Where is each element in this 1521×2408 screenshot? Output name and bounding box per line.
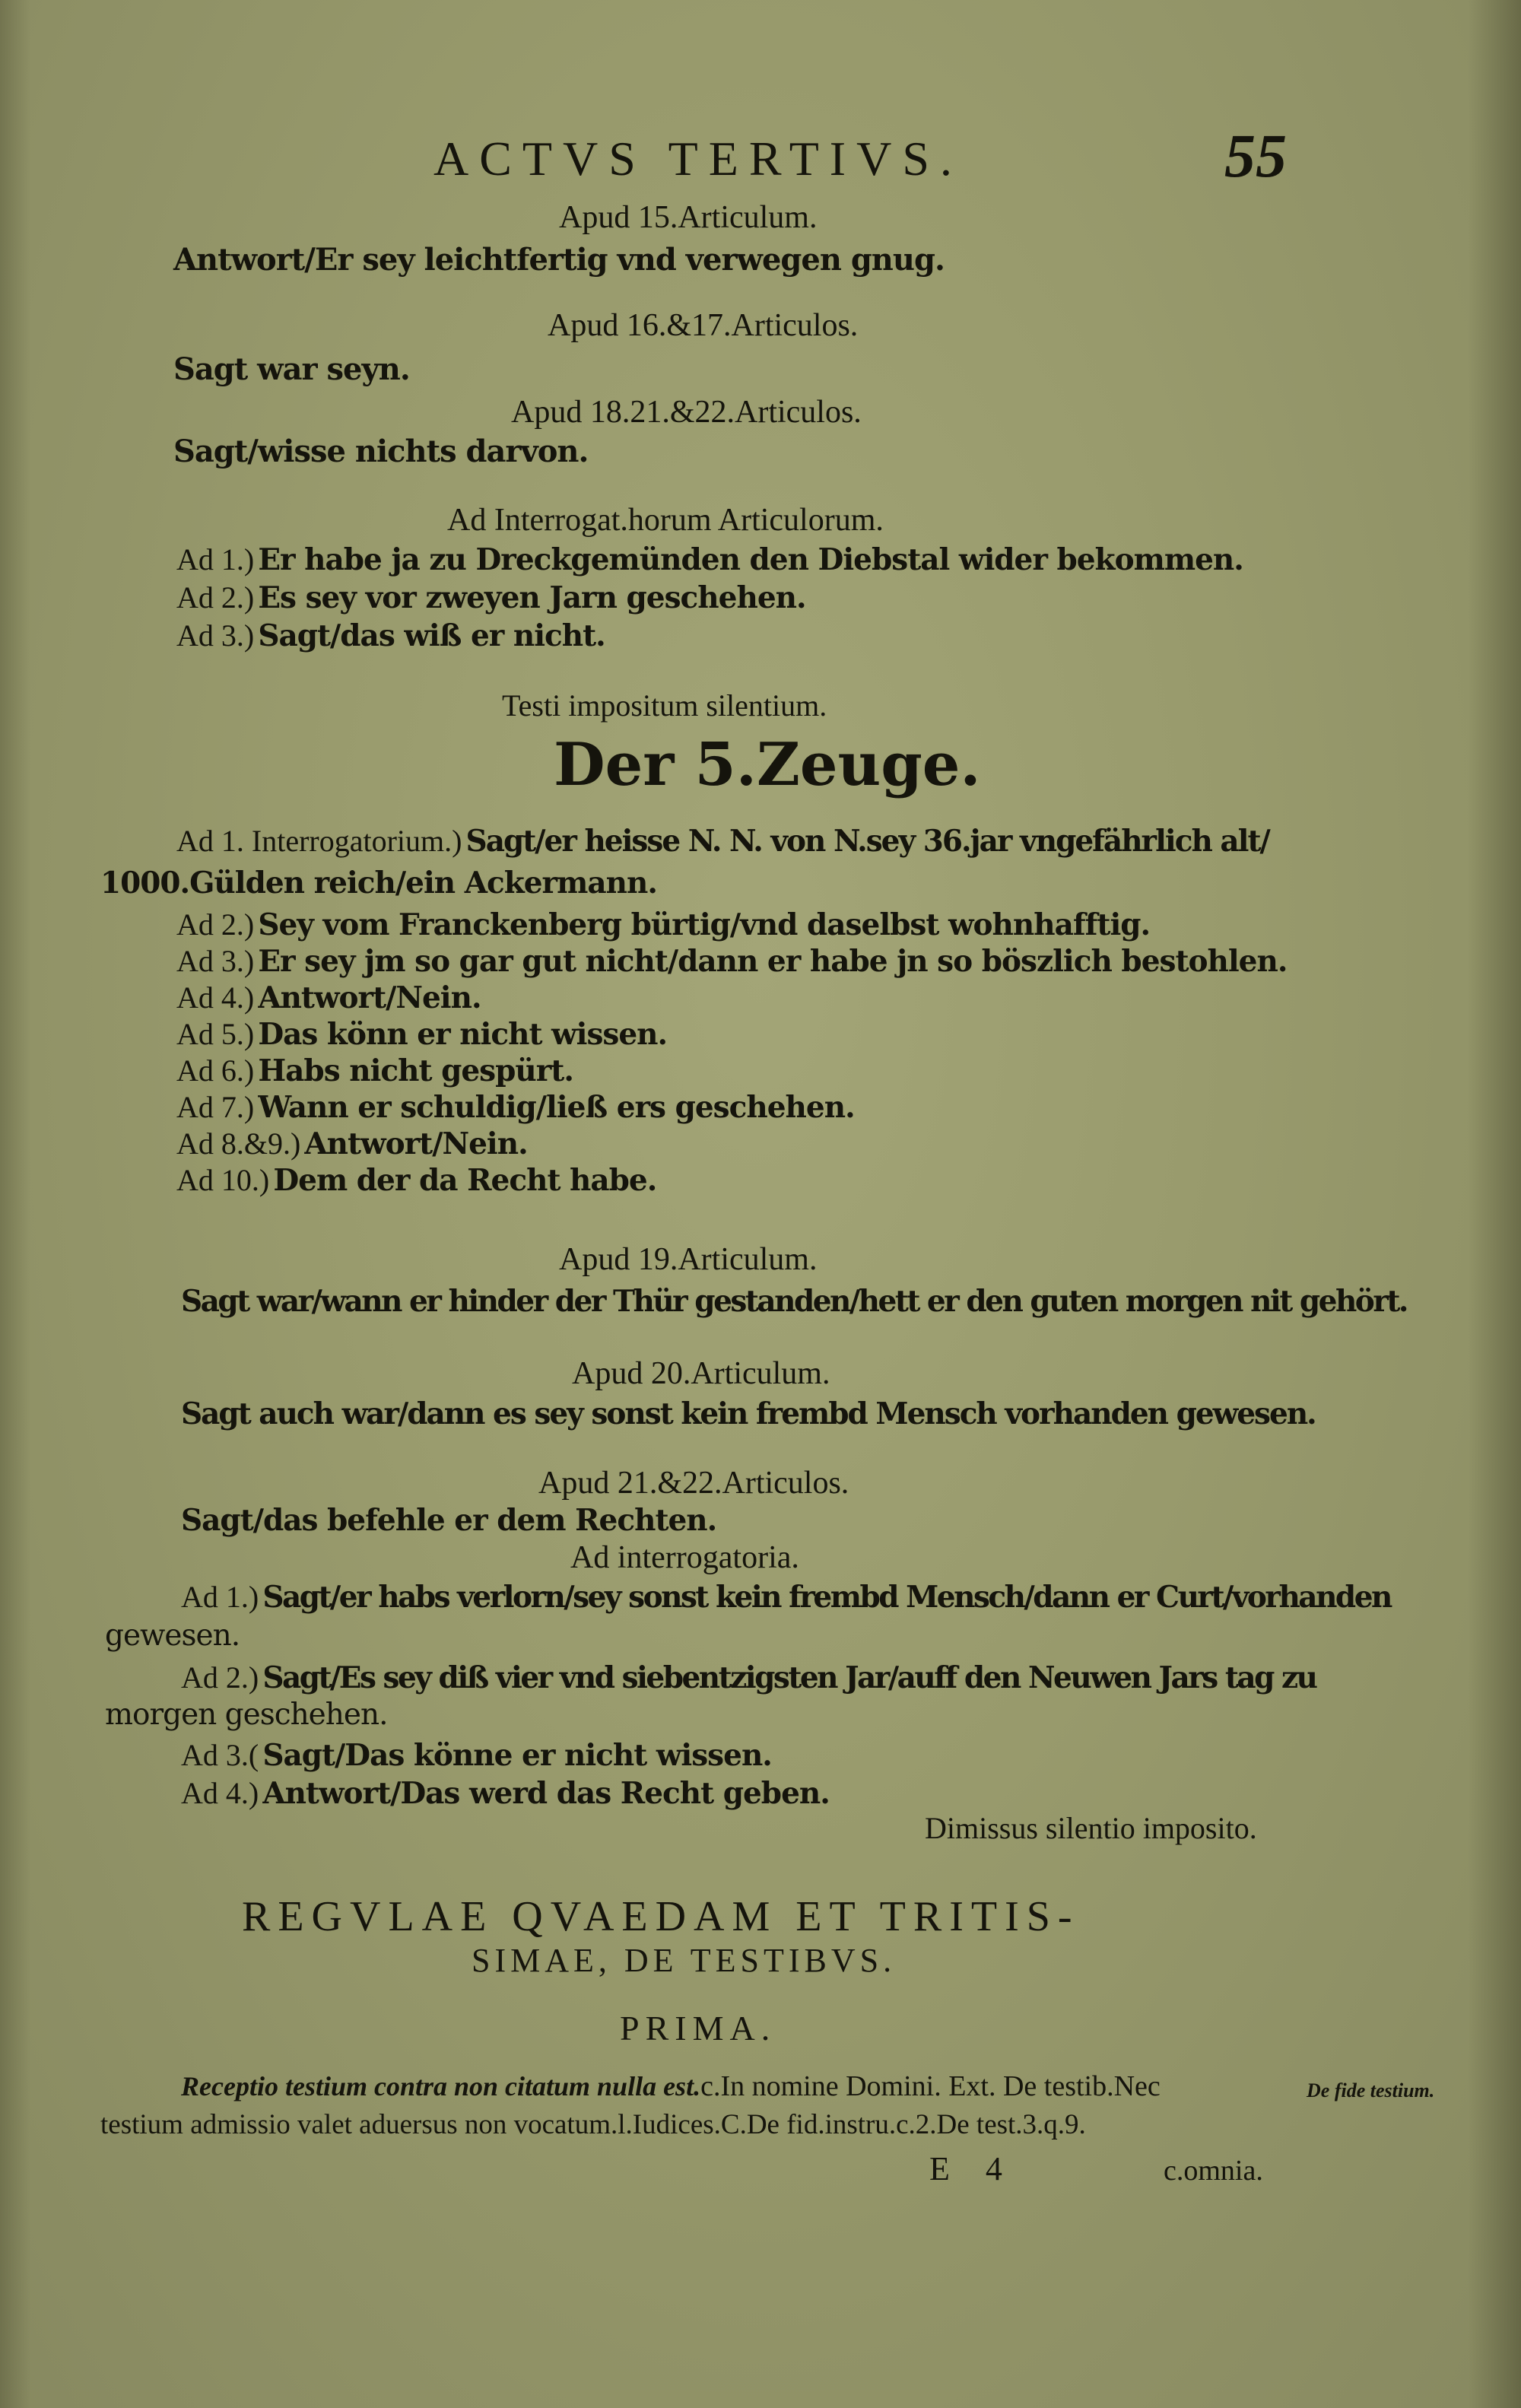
section-heading: Apud 21.&22.Articulos.: [538, 1466, 849, 1501]
answer-label: Ad 2.): [176, 580, 255, 615]
testimony-line: Sagt/wisse nichts darvon.: [173, 434, 589, 469]
signature-mark: E 4: [929, 2150, 1016, 2187]
section-heading: Ad interrogatoria.: [570, 1540, 799, 1575]
page-number: 55: [1224, 121, 1287, 190]
answer-line: [176, 1053, 573, 1088]
regulae-title-line-1: REGVLAE QVAEDAM ET TRITIS-: [242, 1893, 1080, 1940]
answer-label: Ad 3.): [176, 618, 255, 653]
testimony-line: Sagt auch war/dann es sey sonst kein frembd Mensch vorhanden gewesen.: [181, 1396, 1316, 1431]
answer-line: [176, 980, 481, 1015]
section-heading: Apud 18.21.&22.Articulos.: [511, 395, 862, 430]
answer-continuation: 1000.Gülden reich/ein Ackermann.: [100, 866, 657, 901]
answer-line: [181, 1775, 830, 1811]
answer-line: [176, 1162, 656, 1198]
answer-line: [176, 580, 806, 615]
answer-continuation: gewesen.: [105, 1619, 240, 1653]
testimony-line: Sagt war/wann er hinder der Thür gestanden/hett er den guten morgen nit gehört.: [181, 1284, 1407, 1319]
answer-label: Ad 5.): [176, 1017, 255, 1051]
answer-text: Sagt/er heisse N. N. von N.sey 36.jar vngefährlich alt/: [465, 824, 1269, 859]
section-heading: Apud 20.Articulum.: [572, 1356, 830, 1391]
answer-text: Er sey jm so gar gut nicht/dann er habe jn so böszlich bestohlen.: [258, 944, 1288, 979]
answer-label: Ad 8.&9.): [176, 1126, 301, 1161]
rule-number: PRIMA.: [620, 2009, 776, 2047]
answer-line: [176, 618, 605, 653]
rule-citation-text: c.In nomine Domini. Ext. De testib.Nec: [700, 2070, 1161, 2102]
answer-line: [176, 823, 1269, 859]
answer-text: Das könn er nicht wissen.: [258, 1017, 668, 1052]
answer-line: [181, 1737, 772, 1773]
answer-label: Ad 10.): [176, 1163, 270, 1197]
answer-label: Ad 3.): [176, 944, 255, 978]
rule-italic-text: Receptio testium contra non citatum nulla est.: [181, 2071, 701, 2101]
page-edge-shadow: [1468, 0, 1521, 2408]
answer-label: Ad 1. Interrogatorium.): [176, 824, 462, 858]
catchword: c.omnia.: [1164, 2155, 1263, 2187]
testimony-line: Sagt war seyn.: [173, 351, 410, 387]
gutter-shadow: [0, 0, 30, 2408]
silence-note: Testi impositum silentium.: [502, 688, 827, 723]
answer-label: Ad 2.): [181, 1660, 259, 1695]
answer-label: Ad 7.): [176, 1090, 255, 1124]
answer-text: Er habe ja zu Dreckgemünden den Diebstal wider bekommen.: [258, 542, 1243, 577]
answer-text: Antwort/Nein.: [258, 980, 481, 1015]
answer-label: Ad 4.): [181, 1776, 259, 1810]
answer-continuation: morgen geschehen.: [105, 1698, 388, 1732]
answer-text: Dem der da Recht habe.: [273, 1163, 657, 1198]
section-heading: Apud 16.&17.Articulos.: [548, 308, 859, 343]
dismissal-note: Dimissus silentio imposito.: [925, 1811, 1257, 1845]
answer-label: Ad 4.): [176, 980, 255, 1015]
answer-text: Antwort/Das werd das Recht geben.: [262, 1776, 830, 1811]
margin-note: De fide testium.: [1307, 2079, 1435, 2101]
answer-line: [176, 907, 1150, 942]
answer-line: [181, 1579, 1391, 1615]
running-header: ACTVS TERTIVS.: [433, 132, 963, 186]
rule-paragraph-line: testium admissio valet aduersus non vocatum.l.Iudices.C.De fid.instru.c.2.De test.3.q.9.: [100, 2109, 1086, 2140]
answer-label: Ad 1.): [176, 542, 255, 577]
answer-line: [176, 542, 1243, 577]
answer-label: Ad 1.): [181, 1580, 259, 1614]
testimony-line: Antwort/Er sey leichtfertig vnd verwegen gnug.: [173, 242, 945, 278]
answer-text: Wann er schuldig/ließ ers geschehen.: [258, 1090, 855, 1125]
answer-text: Habs nicht gespürt.: [258, 1053, 573, 1088]
answer-text: Sey vom Franckenberg bürtig/vnd daselbst wohnhafftig.: [258, 907, 1151, 942]
answer-line: [176, 1089, 855, 1125]
answer-text: Sagt/Das könne er nicht wissen.: [262, 1738, 772, 1773]
answer-line: [181, 1660, 1316, 1695]
answer-line: [176, 1126, 528, 1161]
answer-label: Ad 2.): [176, 907, 255, 942]
answer-line: [176, 1016, 667, 1052]
answer-text: Sagt/das wiß er nicht.: [258, 618, 605, 653]
answer-label: Ad 6.): [176, 1053, 255, 1088]
testimony-line: Sagt/das befehle er dem Rechten.: [181, 1503, 717, 1538]
section-heading: Apud 15.Articulum.: [559, 200, 818, 235]
witness-heading: Der 5.Zeuge.: [554, 730, 981, 799]
section-heading: Apud 19.Articulum.: [559, 1242, 818, 1277]
answer-text: Es sey vor zweyen Jarn geschehen.: [258, 580, 806, 615]
answer-text: Sagt/er habs verlorn/sey sonst kein frembd Mensch/dann er Curt/vorhanden: [262, 1580, 1391, 1615]
section-heading: Ad Interrogat.horum Articulorum.: [447, 503, 884, 538]
rule-paragraph-line: [181, 2069, 1161, 2103]
answer-text: Sagt/Es sey diß vier vnd siebentzigsten Jar/auff den Neuwen Jars tag zu: [262, 1660, 1316, 1695]
regulae-title-line-2: SIMAE, DE TESTIBVS.: [472, 1942, 897, 1979]
answer-label: Ad 3.(: [181, 1738, 259, 1772]
answer-text: Antwort/Nein.: [304, 1126, 528, 1161]
answer-line: [176, 943, 1287, 979]
